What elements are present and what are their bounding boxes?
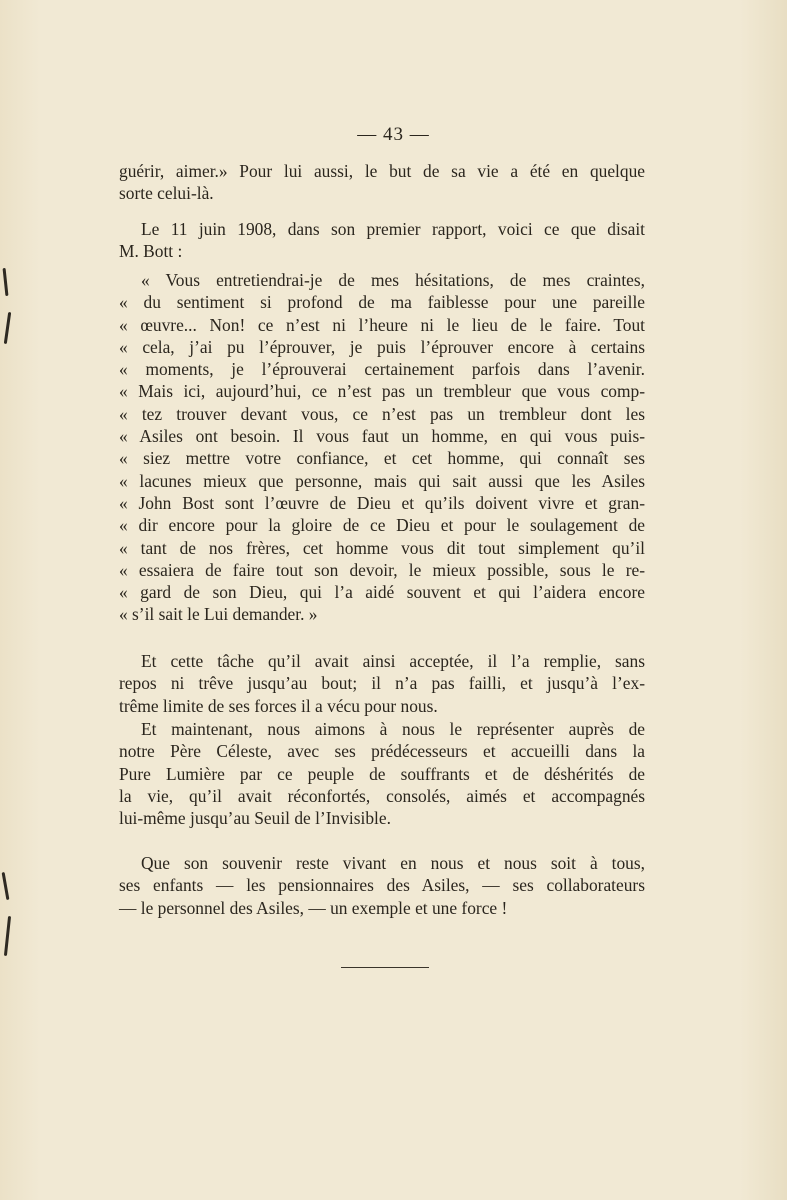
quote-line: « gard de son Dieu, qui l’a aidé souvent et qui l’aidera encore [119, 582, 645, 603]
quote-line: « John Bost sont l’œuvre de Dieu et qu’ils doivent vivre et gran- [119, 492, 645, 513]
quote-line: « moments, je l’éprouverai certainement parfois dans l’avenir. [119, 359, 645, 380]
margin-pencil-mark [3, 268, 9, 296]
page-number: — 43 — [357, 124, 430, 145]
margin-pencil-mark [4, 312, 11, 344]
text-line: Pure Lumière par ce peuple de souffrants et de déshérités de [119, 763, 645, 784]
paragraph-task [119, 650, 645, 717]
text-line: M. Bott : [119, 241, 183, 262]
text-line: Que son souvenir reste vivant en nous et nous soit à tous, [141, 853, 645, 873]
closing-rule [341, 967, 429, 968]
text-line: Et maintenant, nous aimons à nous le représenter auprès de [141, 719, 645, 739]
margin-pencil-mark [2, 872, 10, 900]
text-line: lui-même jusqu’au Seuil de l’Invisible. [119, 808, 391, 829]
quote-line: « siez mettre votre confiance, et cet homme, qui connaît ses [119, 448, 645, 469]
quote-line: « Vous entretiendrai-je de mes hésitations, de mes craintes, [141, 270, 645, 290]
text-line: ses enfants — les pensionnaires des Asiles, — ses collaborateurs [119, 875, 645, 896]
quote-line: « du sentiment si profond de ma faiblesse pour une pareille [119, 292, 645, 313]
quote-line: « œuvre... Non! ce n’est ni l’heure ni le lieu de le faire. Tout [119, 314, 645, 335]
text-line: — le personnel des Asiles, — un exemple et une force ! [119, 897, 508, 918]
quote-line: « cela, j’ai pu l’éprouver, je puis l’éprouver encore à certains [119, 336, 645, 357]
quotation-block [119, 269, 645, 626]
quote-line: « tant de nos frères, cet homme vous dit tout simplement qu’il [119, 537, 645, 558]
text-line: repos ni trêve jusqu’au bout; il n’a pas failli, et jusqu’à l’ex- [119, 673, 645, 694]
text-line: guérir, aimer.» Pour lui aussi, le but de sa vie a été en quelque [119, 161, 645, 181]
quote-line: « s’il sait le Lui demander. » [119, 604, 318, 625]
text-line: la vie, qu’il avait réconfortés, consolés, aimés et accompagnés [119, 785, 645, 806]
paragraph-intro [119, 160, 645, 205]
text-line: Et cette tâche qu’il avait ainsi acceptée, il l’a remplie, sans [141, 651, 645, 671]
quote-line: « Asiles ont besoin. Il vous faut un homme, en qui vous puis- [119, 426, 645, 447]
quote-line: « essaiera de faire tout son devoir, le mieux possible, sous le re- [119, 559, 645, 580]
quote-line: « lacunes mieux que personne, mais qui sait aussi que les Asiles [119, 470, 645, 491]
quote-line: « Mais ici, aujourd’hui, ce n’est pas un trembleur que vous comp- [119, 381, 645, 402]
text-line: trême limite de ses forces il a vécu pour nous. [119, 695, 438, 716]
quote-line: « tez trouver devant vous, ce n’est pas un trembleur dont les [119, 403, 645, 424]
quote-line: « dir encore pour la gloire de ce Dieu et pour le soulagement de [119, 515, 645, 536]
text-line: Le 11 juin 1908, dans son premier rapport, voici ce que disait [141, 219, 645, 239]
paragraph-report [119, 218, 645, 263]
margin-pencil-mark [4, 916, 11, 956]
paragraph-closing [119, 852, 645, 919]
text-line: notre Père Céleste, avec ses prédécesseurs et accueilli dans la [119, 741, 645, 762]
paragraph-remembrance [119, 718, 645, 829]
text-line: sorte celui-là. [119, 183, 214, 204]
